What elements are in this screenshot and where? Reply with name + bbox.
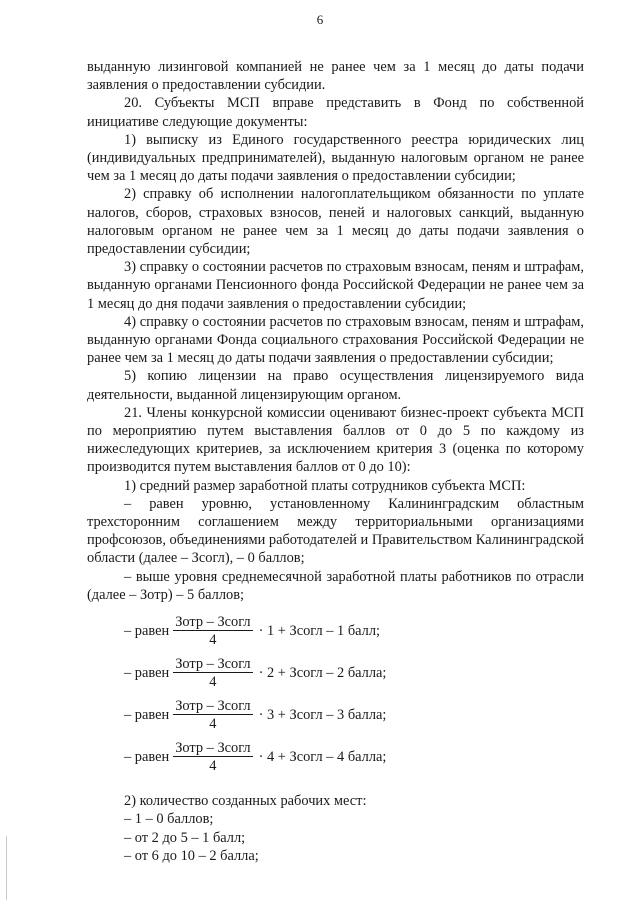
criterion-2-list bbox=[87, 792, 584, 865]
formula-suffix: · 3 + Зсогл – 3 балла; bbox=[258, 706, 387, 723]
criterion-2-heading: 2) количество созданных рабочих мест: bbox=[124, 793, 367, 810]
paragraph-leasing-continuation: выданную лизинговой компанией не ранее чем за 1 месяц до даты подачи заявления о предоставлении субсидии. bbox=[87, 59, 584, 94]
formula-prefix: – равен bbox=[124, 664, 170, 681]
paragraph-21: 21. Члены конкурсной комиссии оценивают бизнес-проект субъекта МСП по мероприятию путем выставления баллов от 0 до 5 по каждому из нижеследующих критериев, за исключением критерия 3 (оценка по которому производится путем выставления баллов от 0 до 10): bbox=[87, 404, 584, 476]
doc-item-1: 1) выписку из Единого государственного реестра юридических лиц (индивидуальных предпринимателей), выданную налоговым органом не ранее чем за 1 месяц до даты подачи заявления о предоставлении субсидии; bbox=[87, 131, 584, 185]
criterion-1-heading: 1) средний размер заработной платы сотрудников субъекта МСП: bbox=[124, 477, 526, 494]
fraction bbox=[173, 614, 252, 648]
list-item: – от 6 до 10 – 2 балла; bbox=[124, 847, 259, 864]
formula-row bbox=[87, 610, 584, 652]
formula-list bbox=[87, 610, 584, 778]
criterion-1-option-0: – равен уровню, установленному Калининградским областным трехсторонним соглашением между территориальными организациями профсоюзов, объединениями работодателей и Правительством Калининградской области (далее – Зсогл), – 0 баллов; bbox=[87, 495, 584, 567]
fraction-numerator: Зотр – Зсогл bbox=[175, 740, 251, 757]
doc-item-5: 5) копию лицензии на право осуществления лицензируемого вида деятельности, выданной лицензирующим органом. bbox=[87, 368, 584, 403]
formula-row bbox=[87, 736, 584, 778]
formula-prefix: – равен bbox=[124, 748, 170, 765]
fraction-numerator: Зотр – Зсогл bbox=[175, 698, 251, 715]
fraction bbox=[173, 740, 252, 774]
page-number: 6 bbox=[316, 12, 324, 27]
fraction-denominator: 4 bbox=[209, 632, 217, 649]
formula-suffix: · 4 + Зсогл – 4 балла; bbox=[258, 748, 387, 765]
formula-prefix: – равен bbox=[124, 706, 170, 723]
criterion-1-option-5: – выше уровня среднемесячной заработной платы работников по отрасли (далее – Зотр) – 5 баллов; bbox=[87, 568, 584, 603]
scan-margin-line bbox=[6, 836, 7, 900]
fraction-numerator: Зотр – Зсогл bbox=[175, 656, 251, 673]
list-item: – от 2 до 5 – 1 балл; bbox=[124, 829, 246, 846]
document-body bbox=[87, 58, 584, 865]
formula-row bbox=[87, 694, 584, 736]
fraction-denominator: 4 bbox=[209, 716, 217, 733]
fraction bbox=[173, 656, 252, 690]
list-item: – 1 – 0 баллов; bbox=[124, 811, 214, 828]
doc-item-3: 3) справку о состоянии расчетов по страховым взносам, пеням и штрафам, выданную органами Пенсионного фонда Российской Федерации не ранее чем за 1 месяц до дня подачи заявления о предоставлении субсидии; bbox=[87, 259, 584, 312]
paragraph-20: 20. Субъекты МСП вправе представить в Фонд по собственной инициативе следующие документы: bbox=[87, 95, 584, 130]
doc-item-4: 4) справку о состоянии расчетов по страховым взносам, пеням и штрафам, выданную органами Фонда социального страхования Российской Федерации не ранее чем за 1 месяц до даты подачи заявления о предоставлении субсидии; bbox=[87, 313, 584, 367]
formula-row bbox=[87, 652, 584, 694]
fraction-denominator: 4 bbox=[209, 758, 217, 775]
fraction-numerator: Зотр – Зсогл bbox=[175, 614, 251, 631]
fraction bbox=[173, 698, 252, 732]
formula-suffix: · 2 + Зсогл – 2 балла; bbox=[258, 664, 387, 681]
fraction-denominator: 4 bbox=[209, 674, 217, 691]
doc-item-2: 2) справку об исполнении налогоплательщиком обязанности по уплате налогов, сборов, страховых взносов, пеней и налоговых санкций, выданную налоговым органом не ранее чем за 1 месяц до даты подачи заявления о предоставлении субсидии; bbox=[87, 186, 584, 258]
formula-suffix: · 1 + Зсогл – 1 балл; bbox=[258, 622, 381, 639]
formula-prefix: – равен bbox=[124, 622, 170, 639]
